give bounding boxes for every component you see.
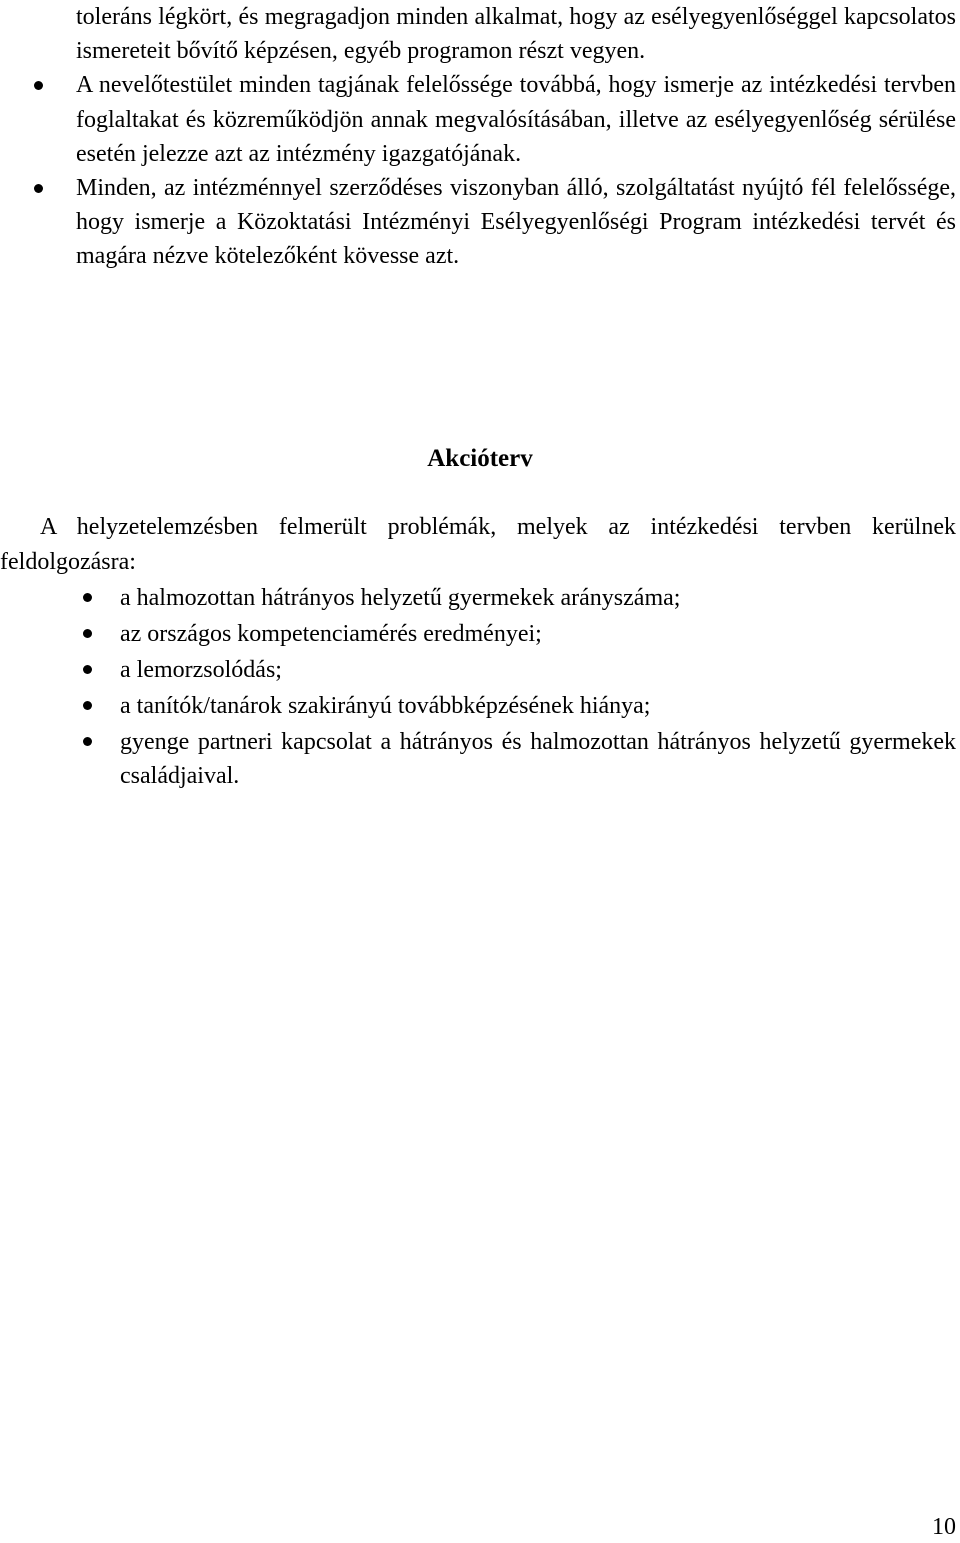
list-item: [120, 689, 956, 723]
list-item: [76, 68, 956, 171]
section-title: Akcióterv: [427, 445, 533, 472]
bullet-icon: [34, 184, 43, 193]
list-item: [120, 725, 956, 793]
continued-paragraph-text: toleráns légkört, és megragadjon minden alkalmat, hogy az esélyegyenlőséggel kapcsolatos ismereteit bővítő képzésen, egyéb programon részt vegyen.: [76, 4, 956, 65]
list-item-text: Minden, az intézménnyel szerződéses viszonyban álló, szolgáltatást nyújtó fél felelőssége, hogy ismerje a Közoktatási Intézményi Esélyegyenlőségi Program intézkedési tervét és magára nézve kötelezőként kövesse azt.: [76, 175, 956, 270]
list-item-text: az országos kompetenciamérés eredményei;: [120, 621, 542, 647]
list-item: [76, 171, 956, 274]
list-item-text: a lemorzsolódás;: [120, 657, 282, 683]
list-item-text: a halmozottan hátrányos helyzetű gyermekek arányszáma;: [120, 585, 681, 611]
bullet-icon: [83, 701, 92, 710]
bullet-icon: [83, 665, 92, 674]
responsibility-list: [76, 0, 956, 274]
page-number: 10: [932, 1514, 956, 1540]
intro-paragraph: A helyzetelemzésben felmerült problémák, melyek az intézkedési tervben kerülnek feldolgozásra:: [0, 514, 956, 575]
continued-paragraph: [76, 0, 956, 68]
list-item-text: a tanítók/tanárok szakirányú továbbképzésének hiánya;: [120, 693, 651, 719]
list-item-text: gyenge partneri kapcsolat a hátrányos és halmozottan hátrányos helyzetű gyermekek családjaival.: [120, 729, 956, 789]
list-item: [120, 581, 956, 615]
bullet-icon: [34, 81, 43, 90]
bullet-icon: [83, 593, 92, 602]
list-item: [120, 617, 956, 651]
bullet-icon: [83, 629, 92, 638]
bullet-icon: [83, 737, 92, 746]
list-item-text: A nevelőtestület minden tagjának felelőssége továbbá, hogy ismerje az intézkedési tervben foglaltakat és közreműködjön annak megvalósításában, illetve az esélyegyenlőség sérülése esetén jelezze azt az intézmény igazgatójának.: [76, 72, 956, 167]
list-item: [120, 653, 956, 687]
problem-list: [120, 581, 956, 795]
